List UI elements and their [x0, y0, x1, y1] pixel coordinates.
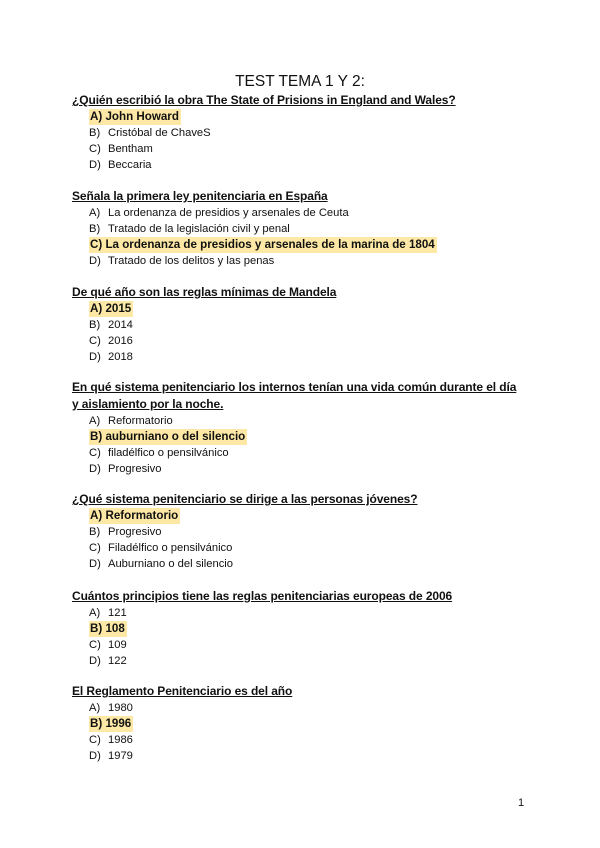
- option-letter: B): [89, 526, 101, 538]
- option-c: [89, 732, 542, 748]
- option-b: [89, 716, 542, 732]
- option-c: [89, 333, 542, 349]
- option-d: [89, 653, 542, 669]
- option-letter: C): [89, 143, 101, 155]
- question-text: El Reglamento Penitenciario es del año: [72, 684, 293, 698]
- option-letter: B): [90, 430, 103, 443]
- option-text: 1996: [105, 717, 132, 730]
- option-letter: B): [89, 223, 101, 235]
- option-letter: D): [89, 655, 101, 667]
- option-text: 1980: [108, 702, 133, 714]
- option-letter: C): [89, 542, 101, 554]
- question-7: [72, 683, 542, 764]
- option-text: Reformatorio: [105, 509, 179, 522]
- option-c: [89, 237, 542, 253]
- question-4: [72, 379, 517, 477]
- option-a: [89, 700, 542, 716]
- option-text: Cristóbal de ChaveS: [108, 127, 211, 139]
- option-letter: B): [89, 127, 101, 139]
- option-text: 2015: [105, 302, 132, 315]
- option-text: 1979: [108, 750, 133, 762]
- question-1: [72, 92, 542, 173]
- option-letter: D): [89, 159, 101, 171]
- option-c: [89, 141, 542, 157]
- option-letter: A): [89, 607, 101, 619]
- option-text: Auburniano o del silencio: [108, 558, 234, 570]
- option-text: Beccaria: [108, 159, 152, 171]
- option-b: [89, 125, 542, 141]
- option-text: auburniano o del silencio: [105, 430, 246, 443]
- option-letter: A): [90, 110, 103, 123]
- option-letter: D): [89, 750, 101, 762]
- option-letter: C): [89, 335, 101, 347]
- option-a: [89, 508, 542, 524]
- option-text: John Howard: [105, 110, 179, 123]
- option-b: [89, 524, 542, 540]
- option-d: [89, 556, 542, 572]
- option-text: Bentham: [108, 143, 153, 155]
- option-text: 122: [108, 655, 127, 667]
- option-a: [89, 301, 542, 317]
- option-d: [89, 349, 542, 365]
- option-letter: D): [89, 463, 101, 475]
- option-text: Tratado de los delitos y las penas: [108, 255, 275, 267]
- option-letter: D): [89, 351, 101, 363]
- question-2: [72, 188, 542, 269]
- option-text: Progresivo: [108, 463, 162, 475]
- option-letter: B): [89, 319, 101, 331]
- question-5: [72, 491, 542, 572]
- option-letter: B): [90, 717, 103, 730]
- page-number: 1: [518, 797, 525, 809]
- option-text: 2014: [108, 319, 133, 331]
- option-letter: C): [89, 734, 101, 746]
- option-text: 121: [108, 607, 127, 619]
- option-c: [89, 445, 517, 461]
- question-text: De qué año son las reglas mínimas de Mandela: [72, 285, 337, 299]
- option-letter: C): [90, 238, 103, 251]
- option-c: [89, 637, 542, 653]
- page-title: TEST TEMA 1 Y 2:: [235, 73, 365, 90]
- option-letter: A): [89, 415, 101, 427]
- option-b: [89, 317, 542, 333]
- option-d: [89, 157, 542, 173]
- question-text: ¿Quién escribió la obra The State of Prisions in England and Wales?: [72, 93, 456, 107]
- option-b: [89, 621, 542, 637]
- option-a: [89, 413, 517, 429]
- option-d: [89, 253, 542, 269]
- question-text: Señala la primera ley penitenciaria en España: [72, 189, 328, 203]
- option-text: La ordenanza de presidios y arsenales de la marina de 1804: [105, 238, 435, 251]
- option-d: [89, 461, 517, 477]
- option-a: [89, 109, 542, 125]
- option-letter: C): [89, 639, 101, 651]
- option-text: 1986: [108, 734, 133, 746]
- option-letter: C): [89, 447, 101, 459]
- option-text: Reformatorio: [108, 415, 173, 427]
- option-text: 2016: [108, 335, 133, 347]
- option-text: Tratado de la legislación civil y penal: [108, 223, 290, 235]
- option-b: [89, 221, 542, 237]
- option-a: [89, 605, 542, 621]
- question-6: [72, 588, 542, 669]
- option-text: Progresivo: [108, 526, 162, 538]
- question-text: En qué sistema penitenciario los internos tenían una vida común durante el día y aislamiento por la noche.: [72, 380, 517, 411]
- option-letter: A): [90, 302, 103, 315]
- option-text: 2018: [108, 351, 133, 363]
- option-letter: A): [90, 509, 103, 522]
- option-text: Filadélfico o pensilvánico: [108, 542, 233, 554]
- question-3: [72, 284, 542, 365]
- question-text: Cuántos principios tiene las reglas penitenciarias europeas de 2006: [72, 589, 453, 603]
- option-letter: B): [90, 622, 103, 635]
- option-text: 108: [105, 622, 125, 635]
- option-letter: D): [89, 558, 101, 570]
- option-letter: D): [89, 255, 101, 267]
- option-letter: A): [89, 702, 101, 714]
- option-text: filadélfico o pensilvánico: [108, 447, 229, 459]
- option-c: [89, 540, 542, 556]
- option-b: [89, 429, 517, 445]
- option-d: [89, 748, 542, 764]
- option-letter: A): [89, 207, 101, 219]
- option-a: [89, 205, 542, 221]
- option-text: 109: [108, 639, 127, 651]
- question-text: ¿Qué sistema penitenciario se dirige a las personas jóvenes?: [72, 492, 418, 506]
- option-text: La ordenanza de presidios y arsenales de Ceuta: [108, 207, 349, 219]
